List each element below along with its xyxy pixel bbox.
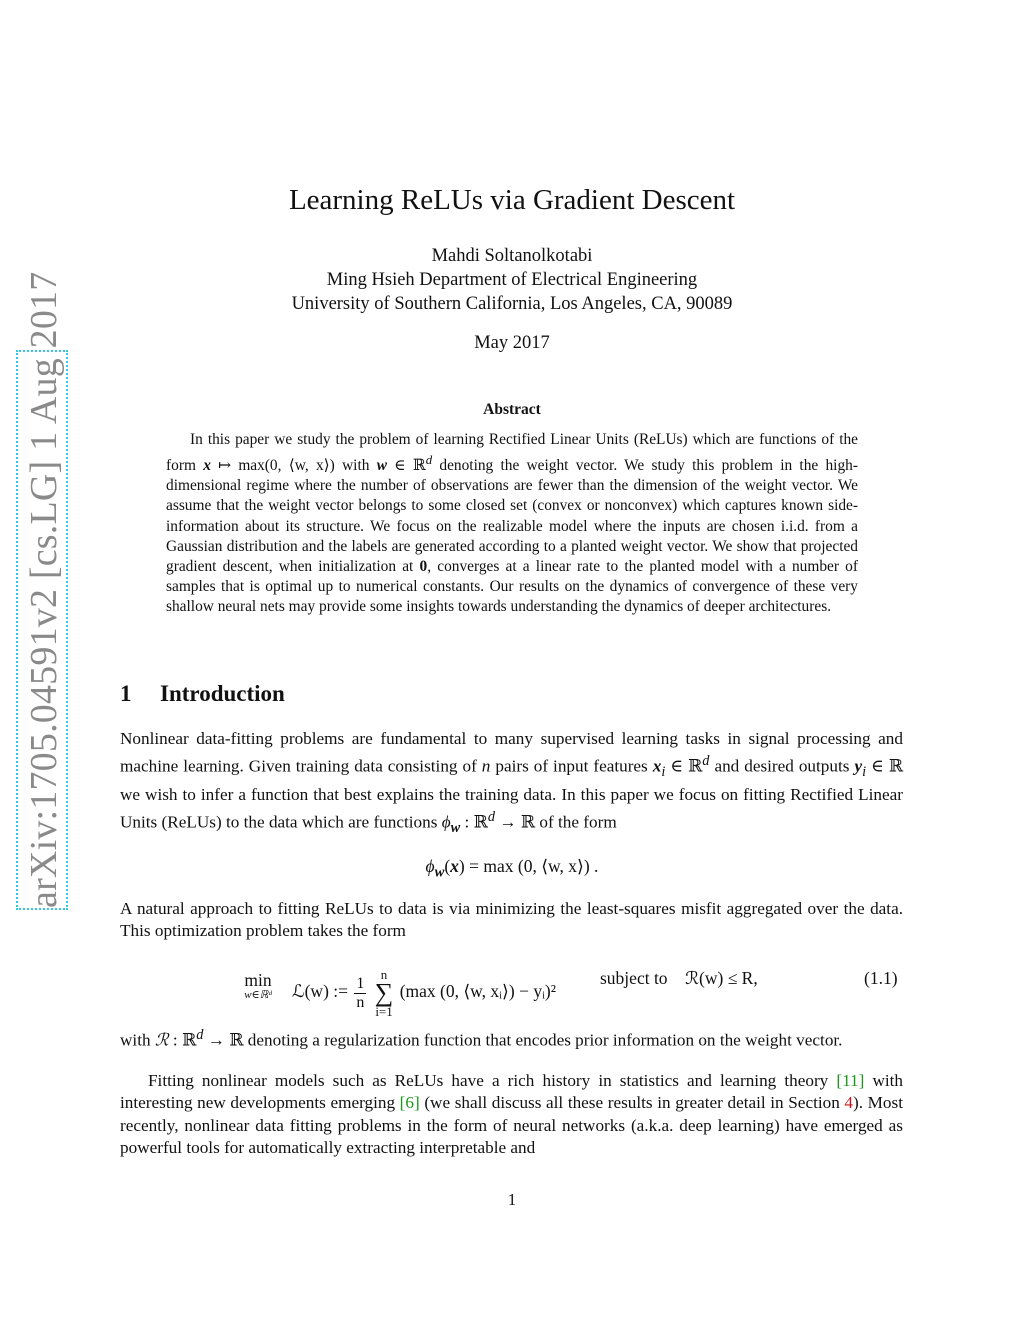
equation-min-operator: min w∈ℝᵈ bbox=[244, 970, 272, 1001]
abstract-body: In this paper we study the problem of learning Rectified Linear Units (ReLUs) which are functions of the form x ↦ max(0, ⟨w, x⟩) with w ∈ ℝ$^d$ denoting the weight vector. We study this problem in the high-dimensional regime where the number of observations are fewer than the dimension of the weight vector. We assume that the weight vector belongs to some closed set (convex or nonconvex) which captures known side-information about its structure. We focus on the realizable model where the inputs are chosen i.i.d. from a Gaussian distribution and the labels are generated according to a planted weight vector. We show that projected gradient descent, when initialization at 0, converges at a linear rate to the planted model with a number of samples that is optimal up to numerical constants. Our results on the dynamics of convergence of these very shallow neural nets may provide some insights towards understanding the dynamics of deeper architectures. bbox=[166, 431, 858, 615]
section-number: 1 bbox=[120, 681, 132, 706]
intro-paragraph-2: A natural approach to fitting ReLUs to data is via minimizing the least-squares misfit aggregated over the data. This optimization problem takes the form bbox=[120, 899, 903, 941]
equation-1-1 bbox=[0, 958, 1024, 1019]
author-block bbox=[0, 244, 1024, 316]
section-title: Introduction bbox=[160, 681, 285, 706]
author-name: Mahdi Soltanolkotabi bbox=[431, 246, 593, 266]
equation-number: (1.1) bbox=[864, 968, 898, 988]
section-heading-introduction bbox=[120, 681, 285, 707]
arxiv-stamp: arXiv:1705.04591v2 [cs.LG] 1 Aug 2017 bbox=[16, 350, 68, 910]
equation-constraint: subject to ℛ(w) ≤ R, bbox=[600, 968, 758, 988]
author-dept: Ming Hsieh Department of Electrical Engineering bbox=[326, 270, 698, 290]
page-number: 1 bbox=[507, 1190, 517, 1209]
paper-date: May 2017 bbox=[474, 333, 550, 353]
intro-paragraph-4: Fitting nonlinear models such as ReLUs have a rich history in statistics and learning theory [11] with interesting new developments emerging [6] (we shall discuss all these results in greater detail in Section 4). Most recently, nonlinear data fitting problems in the form of neural networks (a.k.a. deep learning) have emerged as powerful tools for automatically extracting interpretable and bbox=[120, 1071, 904, 1158]
section-link-4[interactable]: 4 bbox=[844, 1093, 854, 1113]
paper-title: Learning ReLUs via Gradient Descent bbox=[288, 184, 736, 216]
abstract-heading: Abstract bbox=[483, 401, 541, 418]
equation-objective: ℒ(w) := $\frac{1}{n}$ n ∑ i=1 (max (0, ⟨w, xᵢ⟩) − yᵢ)² bbox=[292, 967, 556, 1019]
intro-paragraph-3: with ℛ : ℝ$^d$ → ℝ denoting a regularization function that encodes prior information on the weight vector. bbox=[120, 1027, 843, 1050]
author-university: University of Southern California, Los Angeles, CA, 90089 bbox=[291, 294, 733, 314]
citation-link-6[interactable]: [6] bbox=[399, 1093, 420, 1113]
equation-relu: $\phi_w(x) = \max (0$, ⟨w, x⟩) . bbox=[425, 856, 599, 881]
intro-paragraph-1: Nonlinear data-fitting problems are fundamental to many supervised learning tasks in signal processing and machine learning. Given training data consisting of n pairs of input features $x_i$ ∈ ℝ$^d$ and desired outputs $y_i$ ∈ ℝ we wish to infer a function that best explains the training data. In this paper we focus on fitting Rectified Linear Units (ReLUs) to the data which are functions $\phi_w$ : ℝ$^d$ → ℝ of the form bbox=[120, 729, 904, 837]
citation-link-11[interactable]: [11] bbox=[836, 1071, 865, 1090]
